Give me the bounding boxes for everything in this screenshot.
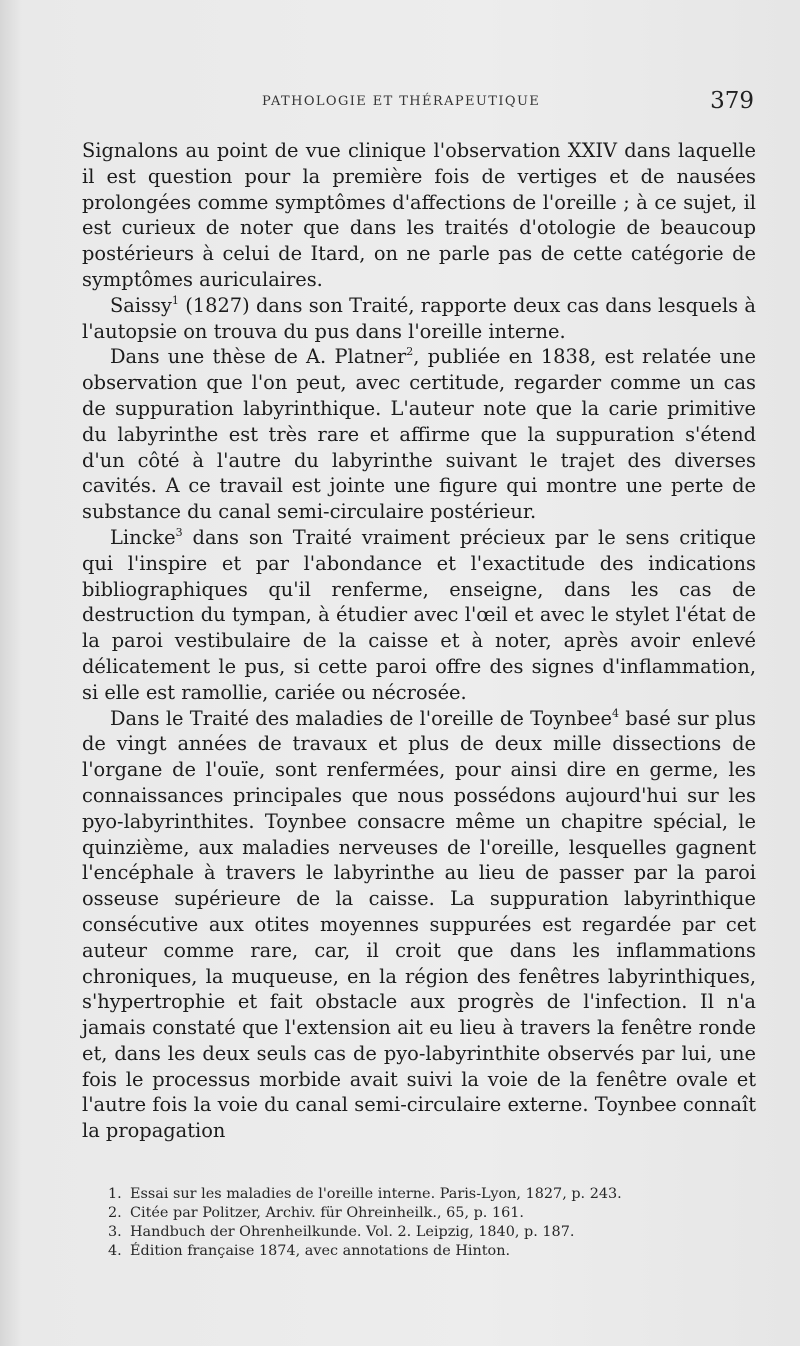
paragraph-text: Dans le Traité des maladies de l'oreille de Toynbee <box>110 706 612 730</box>
footnote-number: 1. <box>108 1186 122 1202</box>
paragraph-text: (1827) dans son Traité, rapporte deux cas dans lesquels à l'autopsie on trouva du pus dans l'oreille interne. <box>82 293 756 343</box>
paragraph-text: Saissy <box>110 293 172 317</box>
paragraph <box>82 525 756 706</box>
footnote-reference: 3 <box>175 525 183 539</box>
paragraph <box>82 293 756 345</box>
running-header <box>262 88 754 120</box>
footnote-reference: 4 <box>612 706 619 720</box>
footnote-reference: 1 <box>171 293 179 307</box>
footnote-reference: 2 <box>406 345 414 359</box>
footnote <box>108 1185 768 1204</box>
footnote <box>108 1204 768 1223</box>
paragraph-text: , publiée en 1838, est relatée une observation que l'on peut, avec certitude, regarder comme un cas de suppuration labyrinthique. L'auteur note que la carie primitive du labyrinthe est très rare et affirme que la suppuration s'étend d'un côté à l'autre du labyrinthe suivant le trajet des diverses cavités. A ce travail est jointe une figure qui montre une perte de substance du canal semi-circulaire postérieur. <box>82 345 756 524</box>
running-title: PATHOLOGIE ET THÉRAPEUTIQUE <box>262 94 541 109</box>
footnote-number: 2. <box>108 1205 122 1221</box>
footnote-text: Citée par Politzer, Archiv. für Ohreinheilk., 65, p. 161. <box>130 1205 524 1221</box>
paragraph-text: Dans une thèse de A. Platner <box>110 345 407 369</box>
paragraph-text: dans son Traité vraiment précieux par le sens critique qui l'inspire et par l'abondance et l'exactitude des indications bibliographiques qu'il renferme, enseigne, dans les cas de destruction du tympan, à étudier avec l'œil et avec le stylet l'état de la paroi vestibulaire de la caisse et à noter, après avoir enlevé délicatement le pus, si cette paroi offre des signes d'inflammation, si elle est ramollie, cariée ou nécrosée. <box>82 525 756 704</box>
paragraph-text: Lincke <box>110 525 176 549</box>
footnote-text: Édition française 1874, avec annotations de Hinton. <box>130 1243 511 1259</box>
footnote-number: 3. <box>108 1224 122 1240</box>
footnote-number: 4. <box>108 1243 122 1259</box>
paragraph <box>82 138 756 293</box>
footnote <box>108 1242 768 1261</box>
body-text <box>82 138 756 1144</box>
paragraph-text: basé sur plus de vingt années de travaux et plus de deux mille dissections de l'organe de l'ouïe, sont renfermées, pour ainsi dire en germe, les connaissances principales que nous possédons aujourd'hui sur les pyo-labyrinthites. Toynbee consacre même un chapitre spécial, le quinzième, aux maladies nerveuses de l'oreille, lesquelles gagnent l'encéphale à travers le labyrinthe au lieu de passer par la paroi osseuse supérieure de la caisse. La suppuration labyrinthique consécutive aux otites moyennes suppurées est regardée par cet auteur comme rare, car, il croit que dans les inflammations chroniques, la muqueuse, en la région des fenêtres labyrinthiques, s'hypertrophie et fait obstacle aux progrès de l'infection. Il n'a jamais constaté que l'extension ait eu lieu à travers la fenêtre ronde et, dans les deux seuls cas de pyo-labyrinthite observés par lui, une fois le processus morbide avait suivi la voie de la fenêtre ovale et l'autre fois la voie du canal semi-circulaire externe. Toynbee connaît la propagation <box>82 706 756 1143</box>
footnotes <box>108 1185 768 1261</box>
page-number: 379 <box>710 88 754 114</box>
paragraph-text: Signalons au point de vue clinique l'observation XXIV dans laquelle il est question pour la première fois de vertiges et de nausées prolongées comme symptômes d'affections de l'oreille ; à ce sujet, il est curieux de noter que dans les traités d'otologie de beaucoup postérieurs à celui de Itard, on ne parle pas de cette catégorie de symptômes auriculaires. <box>82 139 756 291</box>
footnote <box>108 1223 768 1242</box>
footnote-text: Essai sur les maladies de l'oreille interne. Paris-Lyon, 1827, p. 243. <box>130 1186 622 1202</box>
paragraph <box>82 344 756 525</box>
footnote-text: Handbuch der Ohrenheilkunde. Vol. 2. Leipzig, 1840, p. 187. <box>130 1224 575 1240</box>
paragraph <box>82 706 756 1145</box>
